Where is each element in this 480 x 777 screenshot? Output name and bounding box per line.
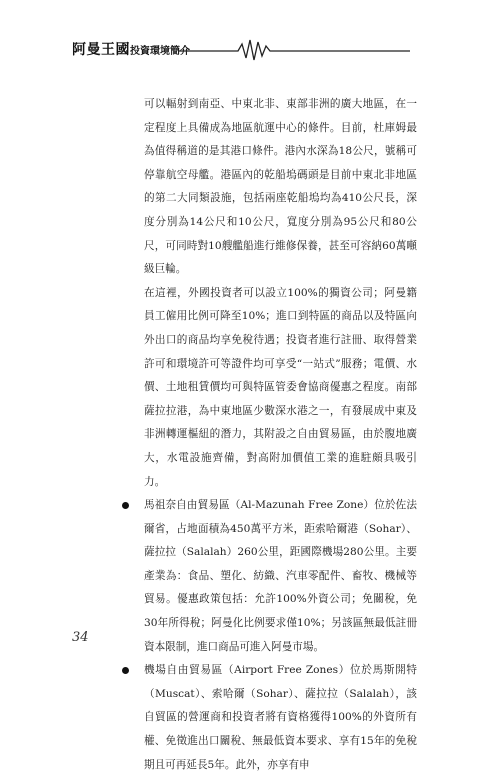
page-number: 34 (72, 630, 89, 645)
header-title-sub: 投資環境簡介 (130, 46, 190, 57)
list-item-airport-free-zones (144, 659, 417, 777)
list-item-mazunah (144, 494, 417, 659)
header-title-main: 阿曼王國 (72, 42, 130, 58)
bullet-text-mazunah: 馬祖奈自由貿易區（Al-Mazunah Free Zone）位於佐法爾省，占地面積為450萬平方米，距索哈爾港（Sohar）、薩拉拉（Salalah）260公里，距國際機場280公里。主要產業為：食品、塑化、紡織、汽車零配件、畜牧、機械等貿易。優惠政策包括：允許100%外資公司；免關稅，免30年所得稅；阿曼化比例要求僅10%；另該區無最低註冊資本限制，進口商品可進入阿曼市場。 (144, 499, 417, 653)
paragraph-investment: 在這裡，外國投資者可以設立100%的獨資公司；阿曼籍員工僱用比例可降至10%；進口到特區的商品以及特區向外出口的商品均享免稅待遇；投資者進行註冊、取得營業許可和環境許可等證件均可享受“一站式”服務；電價、水價、土地租賃價均可與特區管委會協商優惠之程度。南部薩拉拉港，為中東地區少數深水港之一，有發展成中東及非洲轉運樞紐的潛力，其附設之自由貿易區，由於腹地廣大，水電設施齊備，對高附加價值工業的進駐頗具吸引力。 (144, 286, 417, 488)
bullet-text-airport: 機場自由貿易區（Airport Free Zones）位於馬斯開特（Muscat）、索哈爾（Sohar）、薩拉拉（Salalah），該自貿區的營運商和投資者將有資格獲得100%的外資所有權、免徵進出口關稅、無最低資本要求、享有15年的免稅期且可再延長5年。此外，亦享有申 (144, 664, 417, 771)
bullet-icon (122, 667, 129, 674)
header-title (72, 40, 190, 58)
header-wave-line (178, 34, 410, 64)
bullet-icon (122, 502, 129, 509)
body-text (144, 93, 417, 777)
paragraph-dukm: 可以輻射到南亞、中東北非、東部非洲的廣大地區，在一定程度上具備成為地區航運中心的條件。目前，杜庫姆最為值得稱道的是其港口條件。港內水深為18公尺，號稱可停靠航空母艦。港區內的乾船塢碼頭是目前中東北非地區的第二大同類設施，包括兩座乾船塢均為410公尺長，深度分別為14公尺和10公尺，寬度分別為95公尺和80公尺，可同時對10艘艦船進行維修保養，甚至可容納60萬噸級巨輪。 (144, 98, 417, 276)
